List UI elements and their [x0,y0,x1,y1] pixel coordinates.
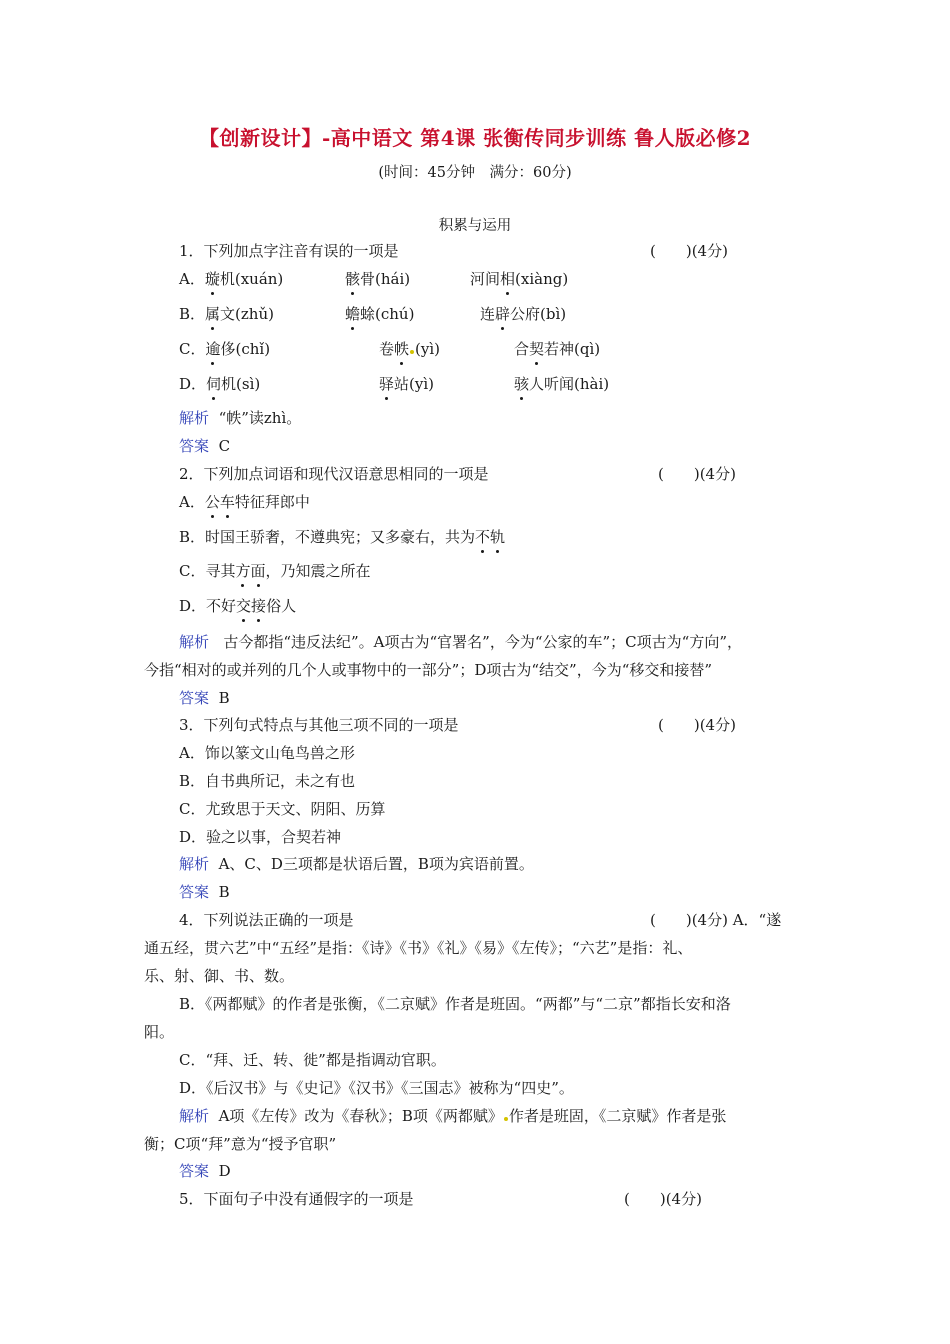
dotted-char: 面 [250,562,266,580]
q4-option-b-line-2: 阳。 [144,1023,175,1041]
q1-score: ( )(4分) [650,242,728,260]
q1-option-b-item-3 [480,304,566,324]
dotted-char: 相 [500,270,516,288]
document-title: 【创新设计】-高中语文 第4课 张衡传同步训练 鲁人版必修2 [198,126,752,150]
option-letter: A． [179,270,205,288]
dotted-char: 车 [219,493,235,511]
analysis-text: A、C、D三项都是状语后置，B项为宾语前置。 [218,855,534,873]
option-text: 合 [514,340,530,358]
q3-answer [179,882,230,902]
q3-stem: 3．下列句式特点与其他三项不同的一项是 [179,716,459,734]
option-text: 机(sì) [221,375,261,393]
analysis-text: A项《左传》改为《春秋》；B项《两都赋》 [218,1107,503,1125]
option-text: B．时国王骄奢，不遵典宪；又多豪右，共为 [179,528,476,546]
option-text: 卷 [379,340,395,358]
q4-option-d: D．《后汉书》与《史记》《汉书》《三国志》被称为“四史”。 [179,1079,574,1097]
option-text: 连 [480,305,496,323]
option-text: 文(zhǔ) [220,305,274,323]
q1-option-d [179,374,260,394]
q1-answer [179,436,230,456]
q4-option-b-line-1: B．《两都赋》的作者是张衡，《二京赋》作者是班固。“两都”与“二京”都指长安和洛 [179,995,731,1013]
q2-option-b [179,527,505,547]
dotted-char: 契 [529,340,545,358]
answer-text: D [218,1162,231,1180]
analysis-label: 解析 [179,1107,210,1125]
q4-score-and-option-a-start: ( )(4分) A．“遂 [650,911,782,929]
option-text: (yì) [415,340,441,358]
q1-option-a [179,269,283,289]
analysis-text: 古今都指“违反法纪”。A项古为“官署名”，今为“公家的车”；C项古为“方向”， [223,633,742,651]
q1-option-d-item-3 [514,374,609,394]
analysis-label: 解析 [179,855,210,873]
q3-analysis [179,854,534,874]
q4-option-c: C．“拜、迁、转、徙”都是指调动官职。 [179,1051,446,1069]
q4-analysis-line-2: 衡；C项“拜”意为“授予官职” [144,1135,337,1153]
section-heading: 积累与运用 [438,218,512,234]
option-text: 骨(hái) [360,270,411,288]
q3-option-b: B．自书典所记，未之有也 [179,772,356,790]
option-text: D．不好 [179,597,237,615]
dotted-char: 蟾 [345,305,361,323]
dotted-char: 骸 [345,270,361,288]
option-text: 人听闻(hài) [529,375,610,393]
dotted-char: 逾 [205,340,221,358]
q1-option-a-item-3 [470,269,568,289]
q2-option-d [179,596,296,616]
option-letter: D． [179,375,207,393]
analysis-text: 作者是班固，《二京赋》作者是张 [508,1107,727,1125]
q4-analysis-line-1 [179,1106,726,1126]
option-text: 公府(bì) [510,305,567,323]
option-text: 站(yì) [394,375,434,393]
dotted-char: 交 [236,597,252,615]
q1-option-d-item-2 [379,374,434,394]
dotted-char: 辟 [495,305,511,323]
option-text: (xiàng) [515,270,569,288]
dotted-char: 驿 [379,375,395,393]
answer-text: C [218,437,231,455]
dotted-char: 属 [205,305,221,323]
q2-stem: 2．下列加点词语和现代汉语意思相同的一项是 [179,465,489,483]
q1-option-a-item-2 [345,269,410,289]
dotted-char: 帙 [394,340,410,358]
option-text: ，乃知震之所在 [265,562,371,580]
q2-option-a [179,492,310,512]
dotted-char: 轨 [490,528,506,546]
q2-analysis-line-1 [179,632,742,652]
q4-stem: 4．下列说法正确的一项是 [179,911,354,929]
option-letter: C． [179,340,206,358]
dotted-char: 伺 [206,375,222,393]
q5-stem: 5．下面句子中没有通假字的一项是 [179,1190,414,1208]
dotted-char: 骇 [514,375,530,393]
answer-text: B [218,689,230,707]
analysis-label: 解析 [179,409,210,427]
answer-text: B [218,883,230,901]
q4-option-a-line-2: 通五经，贯六艺”中“五经”是指：《诗》《书》《礼》《易》《左传》；“六艺”是指：礼、 [144,939,693,957]
exam-time-score: (时间：45分钟 满分：60分) [378,165,572,181]
q1-option-c-item-2 [379,339,440,359]
option-text: 侈(chǐ) [220,340,271,358]
option-text: A． [179,493,205,511]
q3-score: ( )(4分) [658,716,736,734]
q1-option-c-item-3 [514,339,600,359]
q2-answer [179,688,230,708]
answer-label: 答案 [179,883,210,901]
dotted-char: 不 [475,528,491,546]
q1-option-c [179,339,270,359]
option-text: 蜍(chú) [360,305,415,323]
analysis-text: “帙”读zhì。 [218,409,302,427]
answer-label: 答案 [179,1162,210,1180]
q2-option-c [179,561,371,581]
q1-option-b-item-2 [345,304,414,324]
option-text: 俗人 [266,597,297,615]
dotted-char: 接 [251,597,267,615]
q4-option-a-line-3: 乐、射、御、书、数。 [144,967,295,985]
option-text: 机(xuán) [219,270,284,288]
q1-stem: 1．下列加点字注音有误的一项是 [179,242,399,260]
dotted-char: 方 [235,562,251,580]
dotted-char: 璇 [204,270,220,288]
option-text: 河间 [470,270,501,288]
answer-label: 答案 [179,437,210,455]
yellow-dot-mark [504,1117,508,1121]
q3-option-c: C．尤致思于天文、阴阳、历算 [179,800,386,818]
analysis-label: 解析 [179,633,210,651]
q2-score: ( )(4分) [658,465,736,483]
q4-answer [179,1161,231,1181]
q1-analysis [179,408,301,428]
q2-analysis-line-2: 今指“相对的或并列的几个人或事物中的一部分”；D项古为“结交”，今为“移交和接替” [144,661,713,679]
answer-label: 答案 [179,689,210,707]
q5-score: ( )(4分) [624,1190,702,1208]
dotted-char: 公 [204,493,220,511]
option-letter: B． [179,305,206,323]
option-text: 若神(qì) [544,340,601,358]
option-text: C．寻其 [179,562,236,580]
q3-option-d: D．验之以事，合契若神 [179,828,342,846]
q1-option-b [179,304,274,324]
q3-option-a: A．饰以篆文山龟鸟兽之形 [179,744,355,762]
yellow-dot-mark [410,350,414,354]
option-text: 特征拜郎中 [234,493,310,511]
